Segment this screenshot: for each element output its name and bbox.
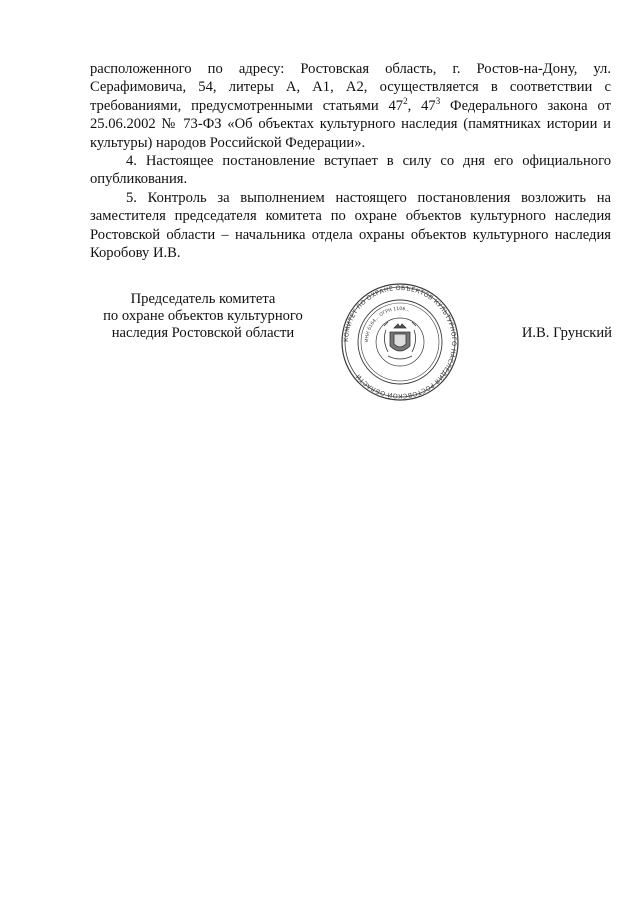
paragraph-text: расположенного по адресу: Ростовская область, г. Ростов-на-Дону, ул. Серафимовича, 54, литеры А, А1, А2, осуществляется в соответствии с требованиями, предусмотренными статьями 47 (90, 61, 611, 114)
paragraph-text: Федерального закона от 25.06.2002 № 73-ФЗ «Об объектах культурного наследия (памятниках истории и культуры) народов Российской Федерации». (90, 97, 612, 151)
signatory-title-line: Председатель комитета (130, 291, 276, 307)
coat-of-arms-icon (384, 322, 416, 359)
signatory-title (92, 291, 314, 342)
superscript: 3 (435, 95, 441, 106)
signatory-title-line: по охране объектов культурного (103, 308, 303, 324)
paragraph-4: 4. Настоящее постановление вступает в силу со дня его официального опубликования. (90, 153, 611, 188)
paragraph-5: 5. Контроль за выполнением настоящего постановления возложить на заместителя председателя комитета по охране объектов культурного наследия Ростовской области – начальника отдела охраны объектов культурного наследия Коробову И.В. (90, 189, 611, 262)
signatory-title-line: наследия Ростовской области (111, 325, 295, 341)
paragraph-text: , 47 (407, 97, 436, 114)
seal-outer-text: КОМИТЕТ ПО ОХРАНЕ ОБЪЕКТОВ КУЛЬТУРНОГО НАСЛЕДИЯ РОСТОВСКОЙ ОБЛАСТИ (342, 284, 458, 400)
document-body (90, 60, 611, 262)
superscript: 2 (403, 95, 408, 106)
paragraph-3-continuation (90, 60, 611, 152)
signatory-name: И.В. Грунский (521, 325, 612, 341)
seal-inner-text: ИНН 6164... ОГРН 1106... (364, 306, 411, 343)
official-seal-stamp (328, 282, 472, 402)
